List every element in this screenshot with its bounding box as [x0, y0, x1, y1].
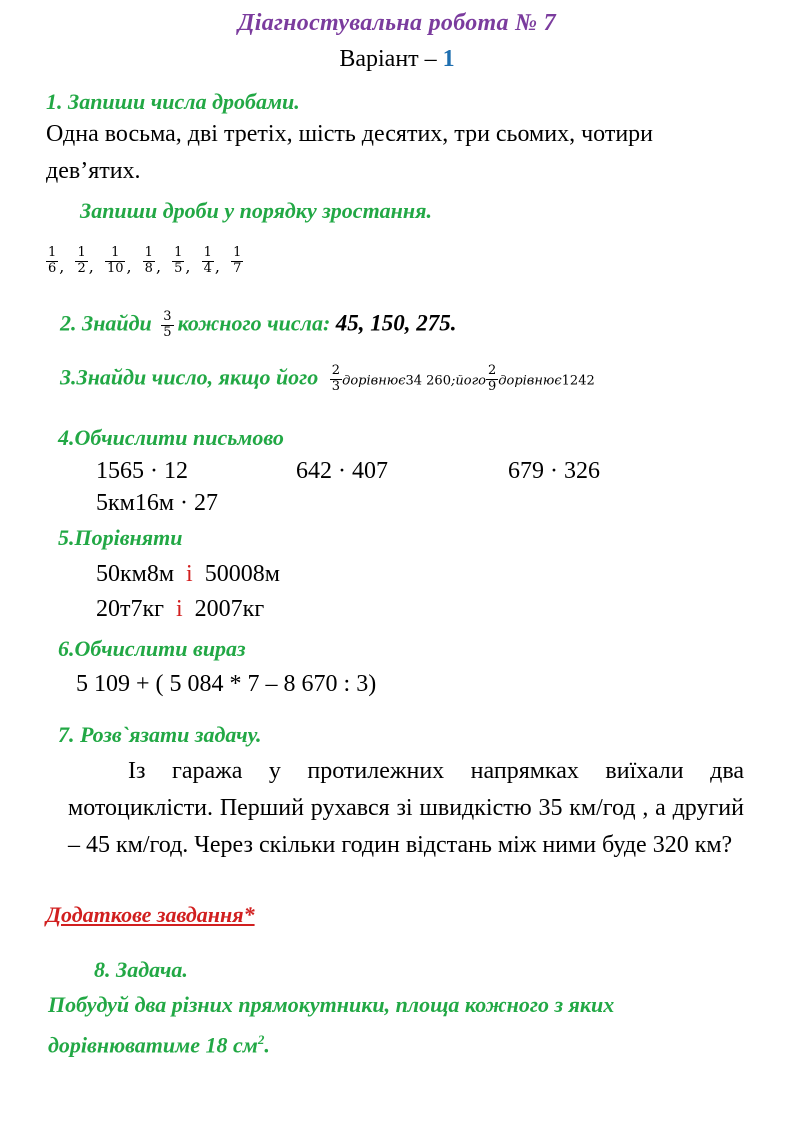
page-title: Діагностувальна робота № 7	[238, 10, 556, 36]
variant-line	[0, 46, 794, 73]
task6-expression: 5 109 + ( 5 084 * 7 – 8 670 : 3)	[76, 671, 377, 697]
task8-text: Побудуй два різних прямокутники, площа кожного з яких дорівнюватиме 18 $см^2$.	[48, 992, 615, 1058]
task3-fraction-2: $\frac{2}{9}$	[487, 363, 497, 394]
variant-label: Варіант –	[339, 46, 437, 72]
task1-subheading: Запиши дроби у порядку зростання.	[80, 198, 432, 223]
task4-item: 5км16м · 27	[96, 490, 219, 516]
task1-line2: дев’ятих.	[46, 158, 141, 184]
task2-prefix: 2. Знайди	[60, 310, 152, 336]
task4-item: 642 · 407	[296, 458, 388, 484]
task1-heading: 1. Запиши числа дробами.	[46, 89, 300, 114]
extra-heading: Додаткове завдання*	[46, 902, 255, 927]
fraction: $\frac{1}{5}$	[174, 245, 183, 276]
task3-fraction-1: $\frac{2}{3}$	[331, 363, 341, 394]
task8-title: 8. Задача.	[94, 957, 188, 982]
task7-text: Із гаража у протилежних напрямках виїхали два мотоциклісти. Перший рухався зі швидкістю 35 км/год , а другий – 45 км/год. Через скільки годин відстань між ними буде 320 км?	[68, 758, 744, 858]
task5-heading: 5.Порівняти	[58, 525, 183, 550]
fraction: $\frac{1}{6}$	[48, 245, 57, 276]
fraction: $\frac{1}{7}$	[233, 245, 242, 276]
fraction: $\frac{1}{4}$	[203, 245, 212, 276]
task1-line1: Одна восьма, дві третіх, шість десятих, три сьомих, чотири	[46, 121, 654, 147]
fraction: $\frac{1}{10}$	[106, 245, 124, 276]
fraction: $\frac{1}{2}$	[77, 245, 86, 276]
task4-heading: 4.Обчислити письмово	[58, 425, 284, 450]
task2-line	[60, 310, 457, 341]
task4-item: 679 · 326	[508, 458, 600, 484]
task2-suffix: кожного числа:	[177, 310, 331, 336]
fraction: $\frac{1}{8}$	[144, 245, 153, 276]
fraction-list: $\frac{1}{6}$ , $\frac{1}{2}$ , $\frac{1}{10}$ , $\frac{1}{8}$ , $\frac{1}{5}$ , $\frac{1}{4}$ , $\frac{1}{7}$	[48, 245, 242, 276]
task4-item: 1565 · 12	[96, 458, 188, 484]
task2-numbers: 45, 150, 275.	[335, 310, 457, 336]
task6-heading: 6.Обчислити вираз	[58, 636, 246, 661]
task3-line: 3.Знайди число, якщо його $\frac{2}{3}$ дорівнює34 260;його $\frac{2}{9}$ дорівнює1242	[60, 363, 595, 394]
variant-number: 1	[442, 46, 455, 72]
compare-row: 50км8м і 50008м	[96, 561, 280, 587]
task7-heading: 7. Розв`язати задачу.	[58, 722, 262, 747]
compare-row: 20т7кг і 2007кг	[96, 596, 265, 622]
task3-prefix: 3.Знайди число, якщо його	[60, 364, 319, 390]
task2-fraction: $\frac{3}{5}$	[163, 309, 172, 340]
